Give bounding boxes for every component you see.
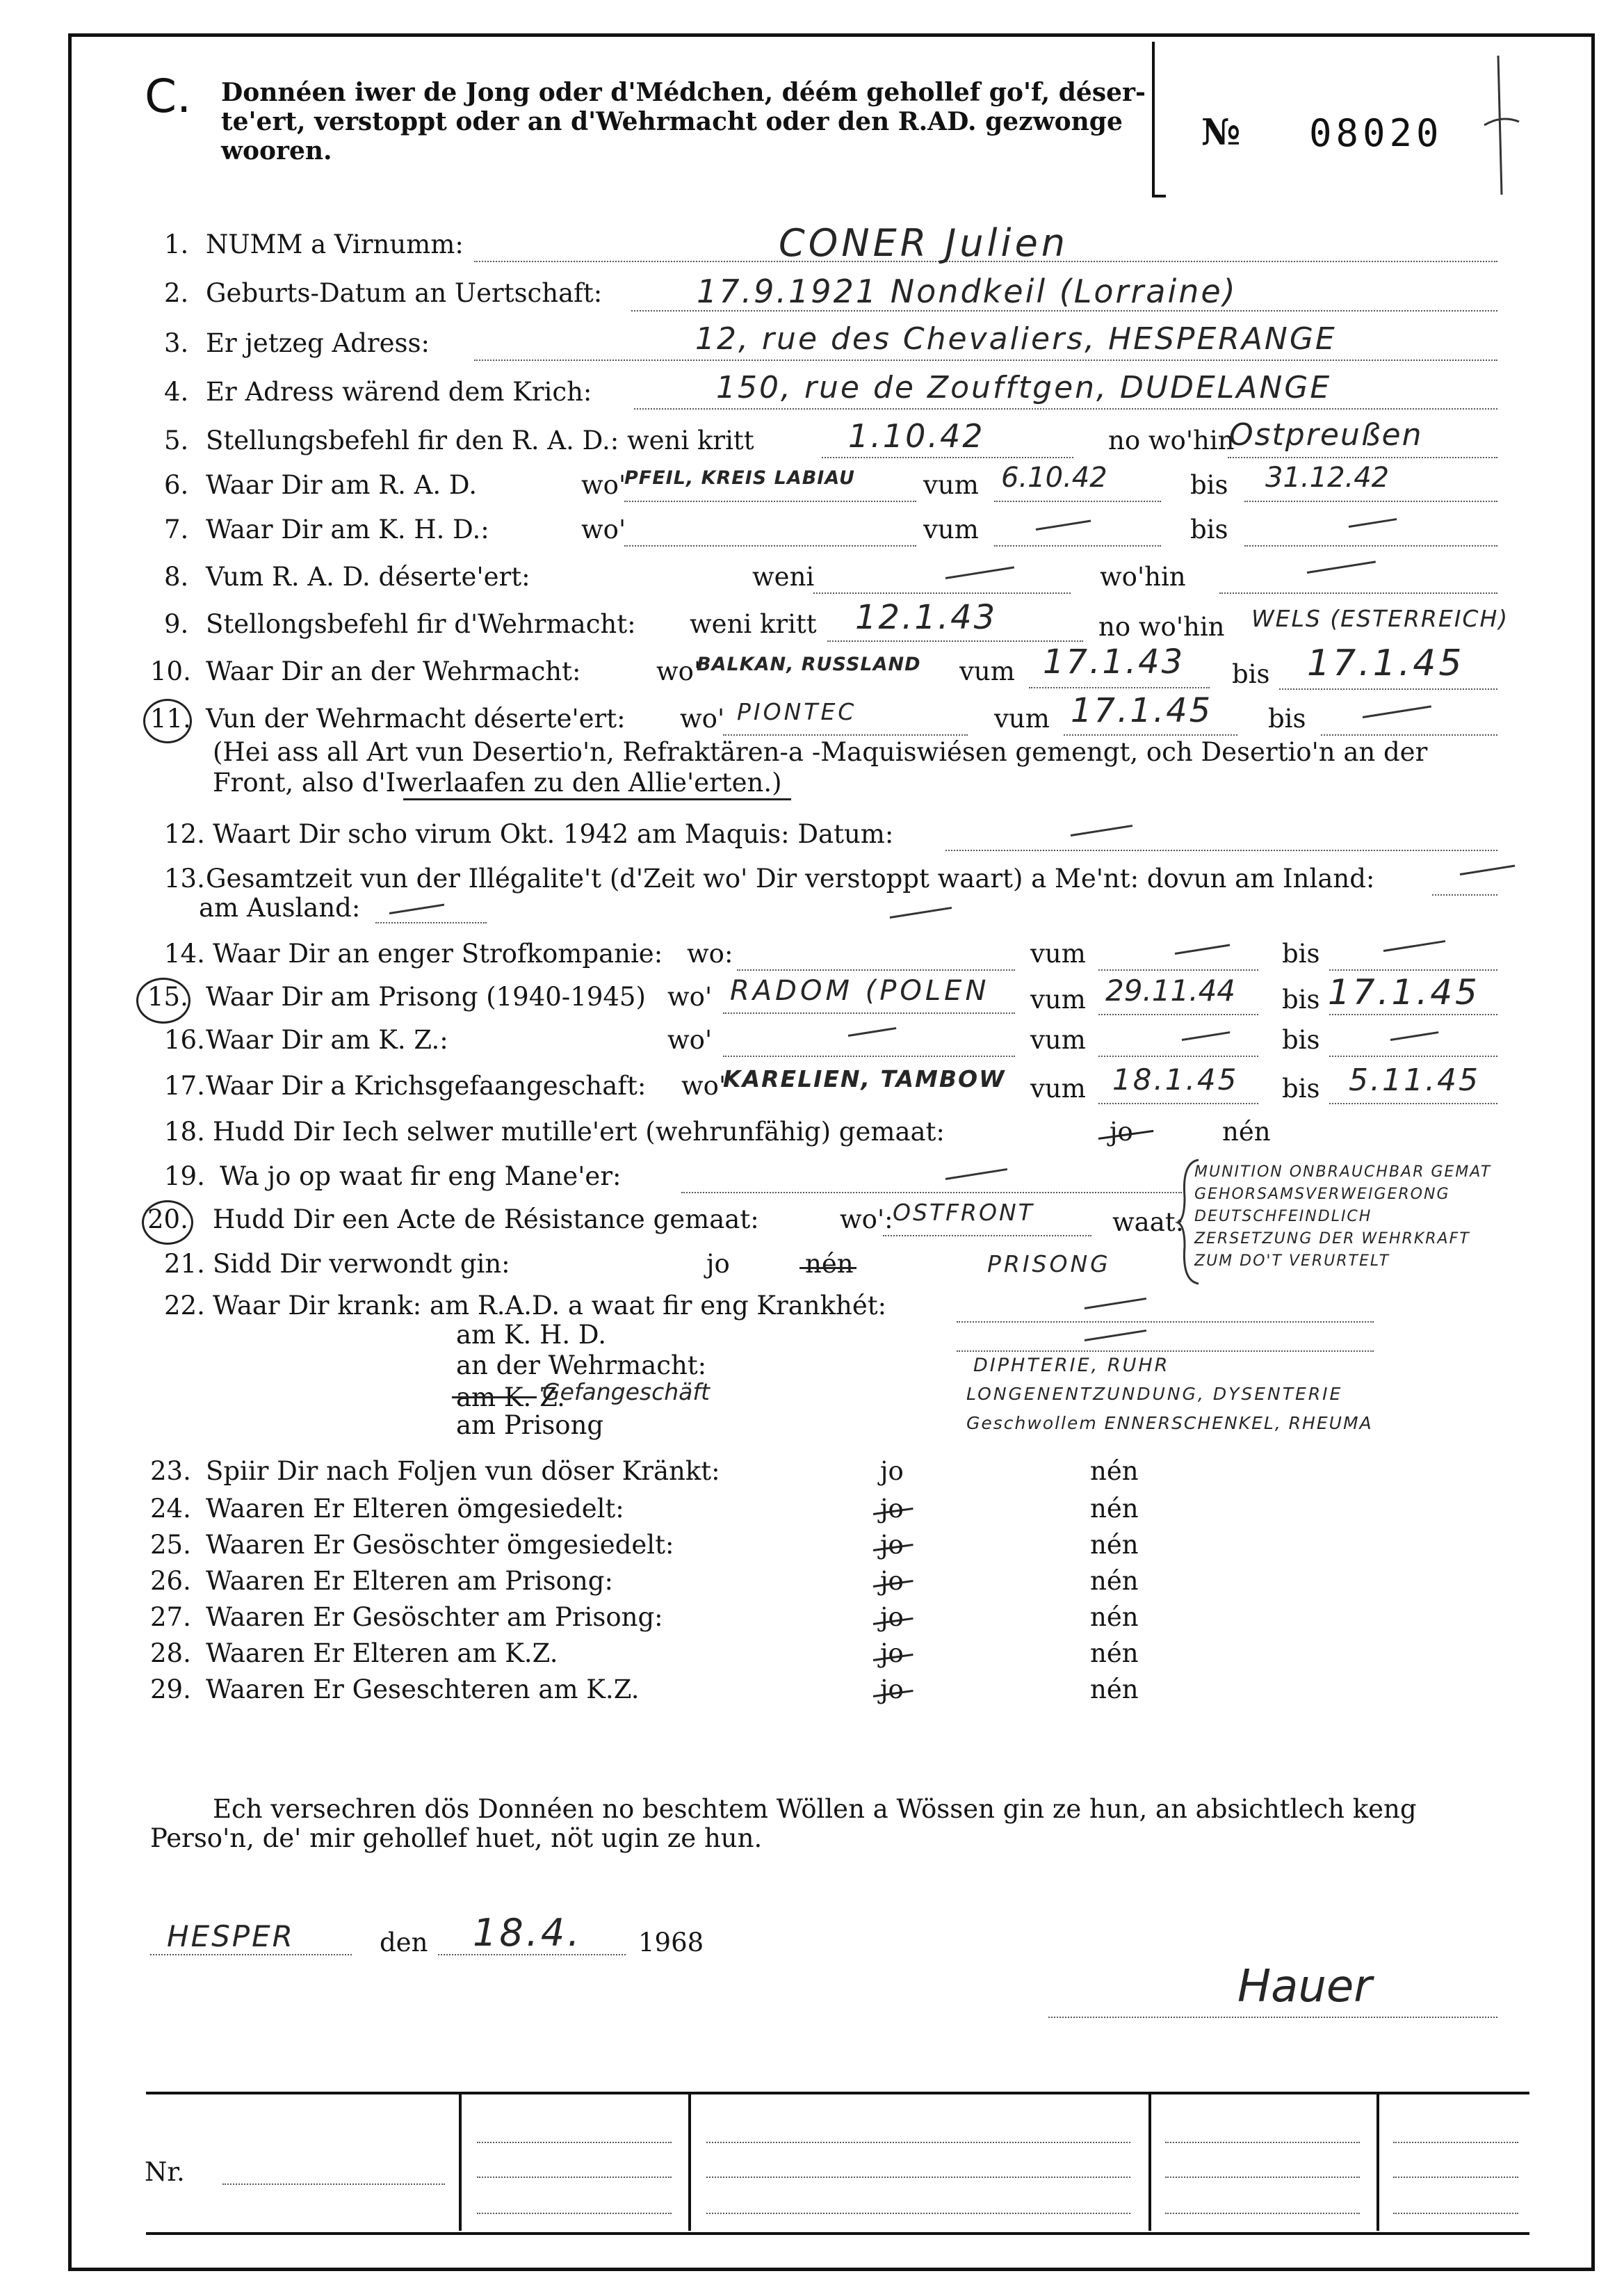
q18-number: 18. <box>164 1117 205 1147</box>
q5-mid: no wo'hin <box>1108 426 1235 455</box>
q15-number: 15. <box>147 982 188 1012</box>
q3-label: Er jetzeg Adress: <box>206 328 430 358</box>
q13-dotline-a <box>1432 894 1497 896</box>
q11-number: 11. <box>150 704 191 734</box>
q9-answer: 12.1.43 <box>855 598 998 637</box>
number-symbol: № <box>1201 111 1241 154</box>
q29-number: 29. <box>150 1674 191 1704</box>
q27-jo: jo <box>880 1602 904 1632</box>
q8-wohin: wo'hin <box>1100 562 1186 592</box>
q13-dotline-b <box>375 922 487 923</box>
q5-dotline-b <box>1228 457 1497 458</box>
q18-label: Hudd Dir Iech selwer mutille'ert (wehrunfähig) gemaat: <box>213 1117 945 1147</box>
q29-label: Waaren Er Geseschteren am K.Z. <box>206 1674 640 1704</box>
q15-to: 17.1.45 <box>1328 972 1480 1012</box>
footer-top-rule <box>146 2092 1529 2094</box>
q22-answer-prisong: Geschwollem ENNERSCHENKEL, RHEUMA <box>966 1413 1373 1433</box>
q17-dotline-b <box>1098 1103 1258 1104</box>
q26-number: 26. <box>150 1566 191 1596</box>
place-dotline <box>150 1954 352 1955</box>
q22-dotline-b <box>957 1350 1374 1352</box>
q17-vum: vum <box>1030 1074 1086 1104</box>
footer-col-3 <box>1148 2092 1151 2231</box>
footer-cell-d2 <box>1393 2177 1518 2178</box>
q19-label: Wa jo op waat fir eng Mane'er: <box>220 1161 622 1191</box>
q28-jo: jo <box>880 1638 904 1668</box>
q21-jo: jo <box>706 1249 730 1279</box>
q2-answer: 17.9.1921 Nondkeil (Lorraine) <box>697 273 1237 310</box>
q6-bis: bis <box>1190 470 1228 500</box>
q2-number: 2. <box>164 278 189 308</box>
q11-answer: PIONTEC <box>737 698 857 725</box>
q4-answer: 150, rue de Zoufftgen, DUDELANGE <box>716 370 1332 405</box>
q22-number: 22. <box>164 1291 205 1321</box>
q9-label: Stellongsbefehl fir d'Wehrmacht: <box>206 609 636 639</box>
q21-number: 21. <box>164 1249 205 1279</box>
q16-dotline-c <box>1329 1056 1497 1057</box>
q16-number: 16. <box>164 1025 205 1055</box>
q6-dotline-c <box>1244 501 1497 502</box>
header-divider <box>1152 42 1155 195</box>
q1-number: 1. <box>164 229 189 259</box>
signature-date: 18.4. <box>473 1911 583 1955</box>
q28-label: Waaren Er Elteren am K.Z. <box>206 1638 558 1668</box>
q24-number: 24. <box>150 1494 191 1524</box>
q2-dotline <box>631 310 1497 312</box>
q23-jo: jo <box>880 1456 904 1486</box>
q22-dotline-a <box>957 1321 1374 1323</box>
q14-wo: wo: <box>687 939 733 969</box>
q17-bis: bis <box>1282 1074 1320 1104</box>
q25-nen: nén <box>1090 1530 1139 1560</box>
q7-dotline-c <box>1244 545 1497 547</box>
q6-dotline-b <box>994 501 1161 502</box>
q6-from: 6.10.42 <box>1001 462 1107 494</box>
q10-label: Waar Dir an der Wehrmacht: <box>206 656 581 686</box>
q17-label: Waar Dir a Krichsgefaangeschaft: <box>206 1071 647 1101</box>
q15-bis: bis <box>1282 985 1320 1015</box>
q17-number: 17. <box>164 1071 205 1101</box>
q10-answer: BALKAN, RUSSLAND <box>697 654 921 675</box>
q3-answer: 12, rue des Chevaliers, HESPERANGE <box>695 321 1337 357</box>
q4-dotline <box>634 408 1497 410</box>
q17-answer: KARELIEN, TAMBOW <box>723 1065 1006 1092</box>
q14-dotline-c <box>1329 969 1497 971</box>
q20-wo: wo': <box>840 1204 893 1234</box>
q14-vum: vum <box>1030 939 1086 969</box>
q5-label: Stellungsbefehl fir den R. A. D.: weni kritt <box>206 426 754 455</box>
q16-dotline-b <box>1098 1056 1258 1057</box>
q7-wo: wo' <box>581 515 626 544</box>
q20-dotline-a <box>883 1235 1091 1236</box>
q22-kz-strike <box>452 1396 537 1398</box>
q15-answer: RADOM (POLEN <box>730 975 990 1007</box>
q13-label: Gesamtzeit vun der Illégalite't (d'Zeit wo' Dir verstoppt waart) a Me'nt: dovun am Inland: <box>206 864 1375 894</box>
q11-dotline-a <box>723 734 968 736</box>
q22-answer-wehrmacht: DIPHTERIE, RUHR <box>973 1355 1170 1376</box>
q16-label: Waar Dir am K. Z.: <box>206 1025 448 1055</box>
q21-nen: nén <box>805 1249 854 1279</box>
q19-dotline <box>681 1192 1182 1193</box>
q8-dotline-b <box>1219 592 1497 594</box>
q3-dotline <box>474 360 1497 361</box>
q10-to: 17.1.45 <box>1307 643 1465 684</box>
q12-label: Waart Dir scho virum Okt. 1942 am Maquis: Datum: <box>213 819 894 849</box>
q1-answer: CONER Julien <box>779 221 1069 265</box>
q12-number: 12. <box>164 819 205 849</box>
form-frame <box>68 33 1595 2271</box>
q5-number: 5. <box>164 426 189 455</box>
footer-cell-a1 <box>477 2142 672 2143</box>
q23-number: 23. <box>150 1456 191 1486</box>
q10-number: 10. <box>150 656 191 686</box>
q21-answer: PRISONG <box>987 1250 1111 1277</box>
q27-nen: nén <box>1090 1602 1139 1632</box>
q19-number: 19. <box>164 1161 205 1191</box>
q4-number: 4. <box>164 377 189 407</box>
q22-answer-kz: LONGENENTZUNDUNG, DYSENTERIE <box>966 1384 1343 1404</box>
q9-weni: weni kritt <box>690 609 817 639</box>
q29-jo: jo <box>880 1674 904 1704</box>
q16-wo: wo' <box>667 1025 713 1055</box>
q6-label: Waar Dir am R. A. D. <box>206 470 477 500</box>
q13-number: 13. <box>164 864 205 894</box>
q23-label: Spiir Dir nach Foljen vun döser Kränkt: <box>206 1456 720 1486</box>
footer-col-4 <box>1377 2092 1379 2231</box>
q25-label: Waaren Er Gesöschter ömgesiedelt: <box>206 1530 674 1560</box>
footer-nr-dotline <box>222 2183 445 2185</box>
q14-dotline-b <box>1098 969 1258 971</box>
q15-dotline-a <box>723 1012 1015 1014</box>
q24-label: Waaren Er Elteren ömgesiedelt: <box>206 1494 624 1524</box>
q27-number: 27. <box>150 1602 191 1632</box>
q27-label: Waaren Er Gesöschter am Prisong: <box>206 1602 663 1632</box>
header-bottom-rule <box>1152 195 1166 197</box>
q16-bis: bis <box>1282 1025 1320 1055</box>
q26-label: Waaren Er Elteren am Prisong: <box>206 1566 613 1596</box>
q1-label: NUMM a Virnumm: <box>206 229 464 259</box>
q10-dotline-a <box>1029 687 1210 688</box>
footer-cell-a2 <box>477 2177 672 2178</box>
q20-number: 20. <box>147 1204 188 1234</box>
signature: Hauer <box>1237 1961 1372 2012</box>
q10-vum: vum <box>959 656 1015 686</box>
q24-nen: nén <box>1090 1494 1139 1524</box>
q5-answer2: Ostpreußen <box>1229 417 1423 453</box>
q17-from: 18.1.45 <box>1112 1063 1239 1097</box>
footer-cell-b2 <box>706 2177 1130 2178</box>
q14-bis: bis <box>1282 939 1320 969</box>
section-letter: C. <box>145 70 192 123</box>
q15-dotline-c <box>1329 1014 1497 1015</box>
q6-to: 31.12.42 <box>1265 462 1390 494</box>
q20-waat: waat: <box>1112 1207 1185 1237</box>
q23-nen: nén <box>1090 1456 1139 1486</box>
q11-bis: bis <box>1268 704 1306 734</box>
footer-col-1 <box>459 2092 462 2231</box>
q21-nen-strike <box>799 1267 856 1269</box>
signature-place: HESPER <box>167 1919 295 1953</box>
q16-dotline-a <box>723 1056 1015 1057</box>
footer-cell-c3 <box>1165 2213 1360 2214</box>
q17-to: 5.11.45 <box>1349 1063 1480 1098</box>
q15-wo: wo' <box>667 982 713 1012</box>
q9-dotline-a <box>827 640 1083 642</box>
q15-from: 29.11.44 <box>1105 974 1236 1008</box>
q15-vum: vum <box>1030 985 1086 1015</box>
header-title: Donnéen iwer de Jong oder d'Médchen, déém gehollef go'f, déser- te'ert, verstoppt oder an d'Wehrmacht oder den R.AD. gezwonge wooren. <box>221 78 1146 165</box>
q11-note-1: (Hei ass all Art vun Desertio'n, Refraktären-a -Maquiswiésen gemengt, och Desertio'n an der <box>213 737 1428 767</box>
footer-cell-d3 <box>1393 2213 1518 2214</box>
q22-sub-khd: am K. H. D. <box>456 1320 606 1350</box>
q15-label: Waar Dir am Prisong (1940-1945) <box>206 982 646 1012</box>
q17-wo: wo' <box>681 1071 726 1101</box>
q17-dotline-c <box>1329 1103 1497 1104</box>
margin-scribble <box>1474 49 1529 209</box>
q22-kz-annot: Gefangeschäft <box>542 1378 710 1405</box>
q22-label: Waar Dir krank: am R.A.D. a waat fir eng Krankhét: <box>213 1291 887 1321</box>
q25-number: 25. <box>150 1530 191 1560</box>
q20-annotation: MUNITION ONBRAUCHBAR GEMAT GEHORSAMSVERWEIGERONG DEUTSCHFEINDLICH ZERSETZUNG DER WEHRKRAFT ZUM DO'T VERURTELT <box>1194 1163 1492 1270</box>
q22-sub-kz: am K. Z. <box>456 1382 565 1412</box>
q18-jo: jo <box>1110 1117 1133 1147</box>
q10-dotline-b <box>1279 688 1497 690</box>
footer-col-2 <box>688 2092 691 2231</box>
signature-dotline <box>1048 2017 1497 2018</box>
q11-label: Vun der Wehrmacht déserte'ert: <box>206 704 626 734</box>
q7-vum: vum <box>923 515 979 544</box>
footer-cell-b3 <box>706 2213 1130 2214</box>
q22-sub-wehrmacht: an der Wehrmacht: <box>456 1350 707 1380</box>
q11-dotline-c <box>1321 734 1497 736</box>
q10-wo: wo' <box>656 656 701 686</box>
q11-dotline-b <box>1064 734 1237 736</box>
declaration-line-1: Ech versechren dös Donnéen no beschtem Wöllen a Wössen gin ze hun, an absichtlech keng <box>213 1794 1417 1824</box>
q28-number: 28. <box>150 1638 191 1668</box>
q8-weni: weni <box>752 562 815 592</box>
q6-wo: wo' <box>581 470 626 500</box>
q3-number: 3. <box>164 328 189 358</box>
q11-note-underline <box>403 798 791 800</box>
q15-dotline-b <box>1098 1014 1258 1015</box>
q21-label: Sidd Dir verwondt gin: <box>213 1249 510 1279</box>
q22-sub-prisong: am Prisong <box>456 1410 604 1440</box>
q11-note-2: Front, also d'Iwerlaafen zu den Allie'erten.) <box>213 768 782 798</box>
q9-number: 9. <box>164 609 189 639</box>
q5-answer: 1.10.42 <box>848 417 985 455</box>
q20-answer: OSTFRONT <box>893 1199 1034 1226</box>
q5-dotline-a <box>822 457 1073 458</box>
q20-label: Hudd Dir een Acte de Résistance gemaat: <box>213 1204 759 1234</box>
footer-bottom-rule <box>146 2232 1529 2235</box>
declaration-line-2: Perso'n, de' mir gehollef huet, nöt ugin ze hun. <box>150 1823 763 1853</box>
q6-vum: vum <box>923 470 979 500</box>
q10-bis: bis <box>1232 659 1270 689</box>
q4-label: Er Adress wärend dem Krich: <box>206 377 592 407</box>
footer-cell-b1 <box>706 2142 1130 2143</box>
q9-mid: no wo'hin <box>1098 612 1225 642</box>
q24-jo: jo <box>880 1494 904 1524</box>
q26-nen: nén <box>1090 1566 1139 1596</box>
footer-cell-c2 <box>1165 2177 1360 2178</box>
q8-number: 8. <box>164 562 189 592</box>
footer-cell-a3 <box>477 2213 672 2214</box>
q14-number: 14. <box>164 939 205 969</box>
signature-year: 1968 <box>638 1928 704 1957</box>
q11-from: 17.1.45 <box>1071 691 1213 730</box>
q11-vum: vum <box>994 704 1050 734</box>
q8-dotline-a <box>813 592 1071 594</box>
q7-dotline-b <box>994 545 1161 547</box>
q10-from: 17.1.43 <box>1043 643 1185 681</box>
q9-answer2: WELS (ESTERREICH) <box>1251 605 1509 632</box>
q7-dotline-a <box>624 545 916 547</box>
q7-bis: bis <box>1190 515 1228 544</box>
q13-ausland: am Ausland: <box>199 893 361 923</box>
q7-label: Waar Dir am K. H. D.: <box>206 515 489 544</box>
footer-nr-label: Nr. <box>145 2157 185 2187</box>
q16-vum: vum <box>1030 1025 1086 1055</box>
form-number: 08020 <box>1309 111 1443 155</box>
q14-label: Waar Dir an enger Strofkompanie: <box>213 939 663 969</box>
q25-jo: jo <box>880 1530 904 1560</box>
q8-label: Vum R. A. D. déserte'ert: <box>206 562 530 592</box>
q14-dotline-a <box>737 969 1015 971</box>
q7-number: 7. <box>164 515 189 544</box>
q11-wo: wo' <box>680 704 725 734</box>
signature-den: den <box>380 1928 428 1957</box>
q2-label: Geburts-Datum an Uertschaft: <box>206 278 603 308</box>
q28-nen: nén <box>1090 1638 1139 1668</box>
q6-dotline-a <box>624 501 916 502</box>
q6-number: 6. <box>164 470 189 500</box>
q26-jo: jo <box>880 1566 904 1596</box>
q12-dotline <box>945 850 1497 851</box>
footer-cell-d1 <box>1393 2142 1518 2143</box>
footer-cell-c1 <box>1165 2142 1360 2143</box>
q29-nen: nén <box>1090 1674 1139 1704</box>
q6-answer: PFEIL, KREIS LABIAU <box>624 467 855 489</box>
q18-nen: nén <box>1222 1117 1271 1147</box>
